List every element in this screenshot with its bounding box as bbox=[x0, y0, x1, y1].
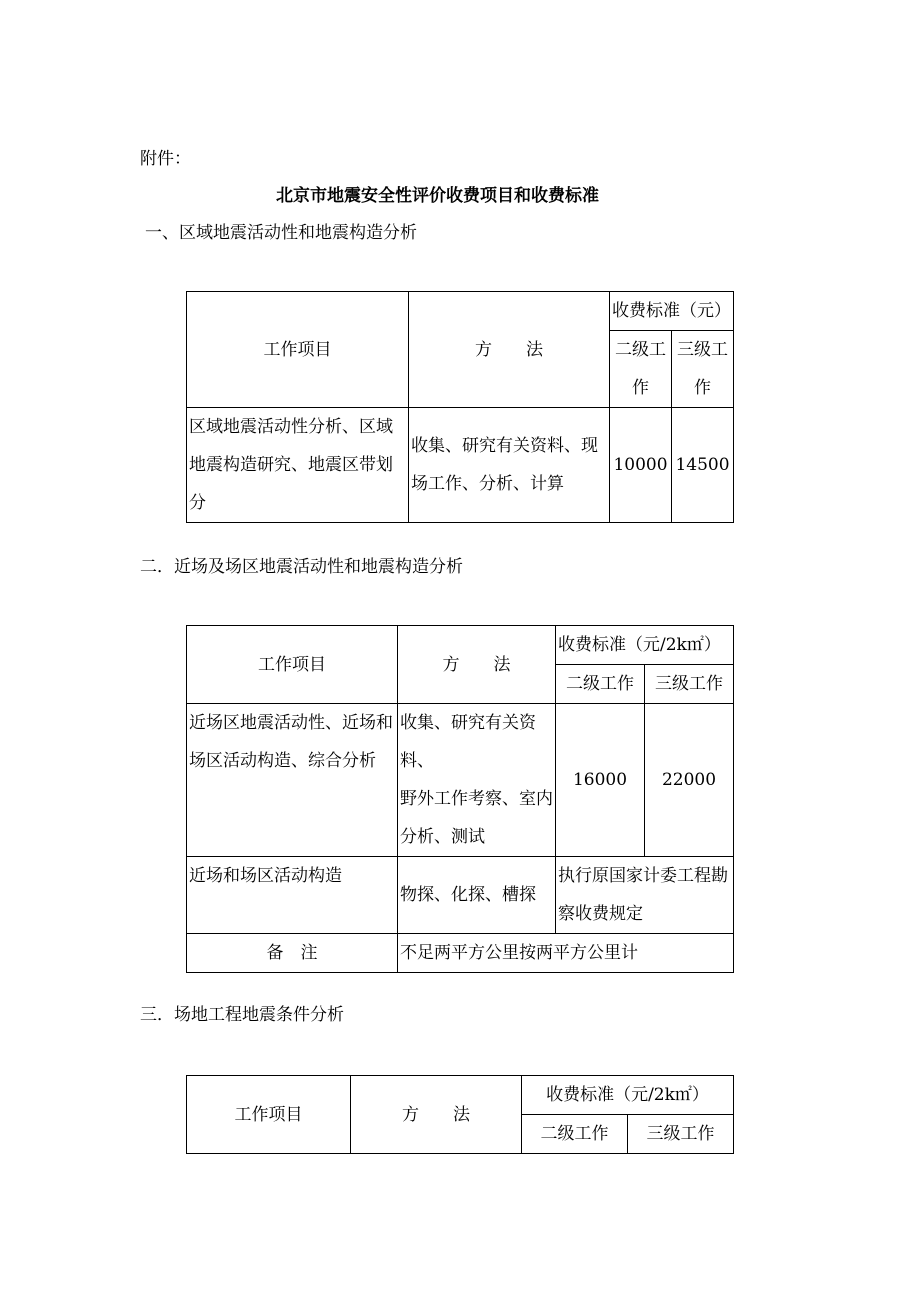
section3-header-level3: 三级工作 bbox=[628, 1115, 734, 1154]
section1-header-level3: 三级工作 bbox=[672, 331, 734, 408]
section2-table bbox=[186, 625, 734, 973]
section2-row1-method-line-b: 野外工作考察、室内分析、测试 bbox=[400, 789, 553, 847]
section2-header-level3: 三级工作 bbox=[645, 665, 734, 704]
section3-header-fee: 收费标准（元/2k㎡） bbox=[522, 1076, 734, 1115]
section1-heading: 一、区域地震活动性和地震构造分析 bbox=[145, 223, 417, 243]
section2-row1-item: 近场区地震活动性、近场和场区活动构造、综合分析 bbox=[187, 704, 398, 857]
section2-row3-note: 不足两平方公里按两平方公里计 bbox=[398, 934, 734, 973]
section2-row3-label: 备 注 bbox=[187, 934, 398, 973]
section1-row1-level3: 14500 bbox=[672, 408, 734, 523]
attachment-label: 附件： bbox=[140, 149, 191, 169]
section2-header-method: 方 法 bbox=[398, 626, 556, 704]
section1-table bbox=[186, 291, 734, 523]
section3-table bbox=[186, 1075, 734, 1154]
section2-row1-level2: 16000 bbox=[556, 704, 645, 857]
section2-row1-method bbox=[398, 704, 556, 857]
section2-row1-level3: 22000 bbox=[645, 704, 734, 857]
section2-heading: 二．近场及场区地震活动性和地震构造分析 bbox=[140, 557, 463, 577]
section1-header-item: 工作项目 bbox=[187, 292, 409, 408]
section3-heading: 三．场地工程地震条件分析 bbox=[140, 1005, 344, 1025]
section2-row1-method-line-a: 收集、研究有关资料、 bbox=[400, 713, 536, 771]
section1-header-method: 方 法 bbox=[409, 292, 610, 408]
section2-header-fee: 收费标准（元/2k㎡） bbox=[556, 626, 734, 665]
section2-header-level2: 二级工作 bbox=[556, 665, 645, 704]
section2-row2-item: 近场和场区活动构造 bbox=[187, 857, 398, 934]
section2-row2-fee: 执行原国家计委工程勘察收费规定 bbox=[556, 857, 734, 934]
section1-row1-item: 区域地震活动性分析、区域地震构造研究、地震区带划分 bbox=[187, 408, 409, 523]
document-title: 北京市地震安全性评价收费项目和收费标准 bbox=[276, 186, 599, 206]
section2-header-item: 工作项目 bbox=[187, 626, 398, 704]
section1-row1-method: 收集、研究有关资料、现场工作、分析、计算 bbox=[409, 408, 610, 523]
section3-header-level2: 二级工作 bbox=[522, 1115, 628, 1154]
section1-row1-level2: 10000 bbox=[610, 408, 672, 523]
section3-header-item: 工作项目 bbox=[187, 1076, 351, 1154]
section1-header-level2: 二级工作 bbox=[610, 331, 672, 408]
section3-header-method: 方 法 bbox=[351, 1076, 522, 1154]
section1-header-fee: 收费标准（元） bbox=[610, 292, 734, 331]
section2-row2-method: 物探、化探、槽探 bbox=[398, 857, 556, 934]
